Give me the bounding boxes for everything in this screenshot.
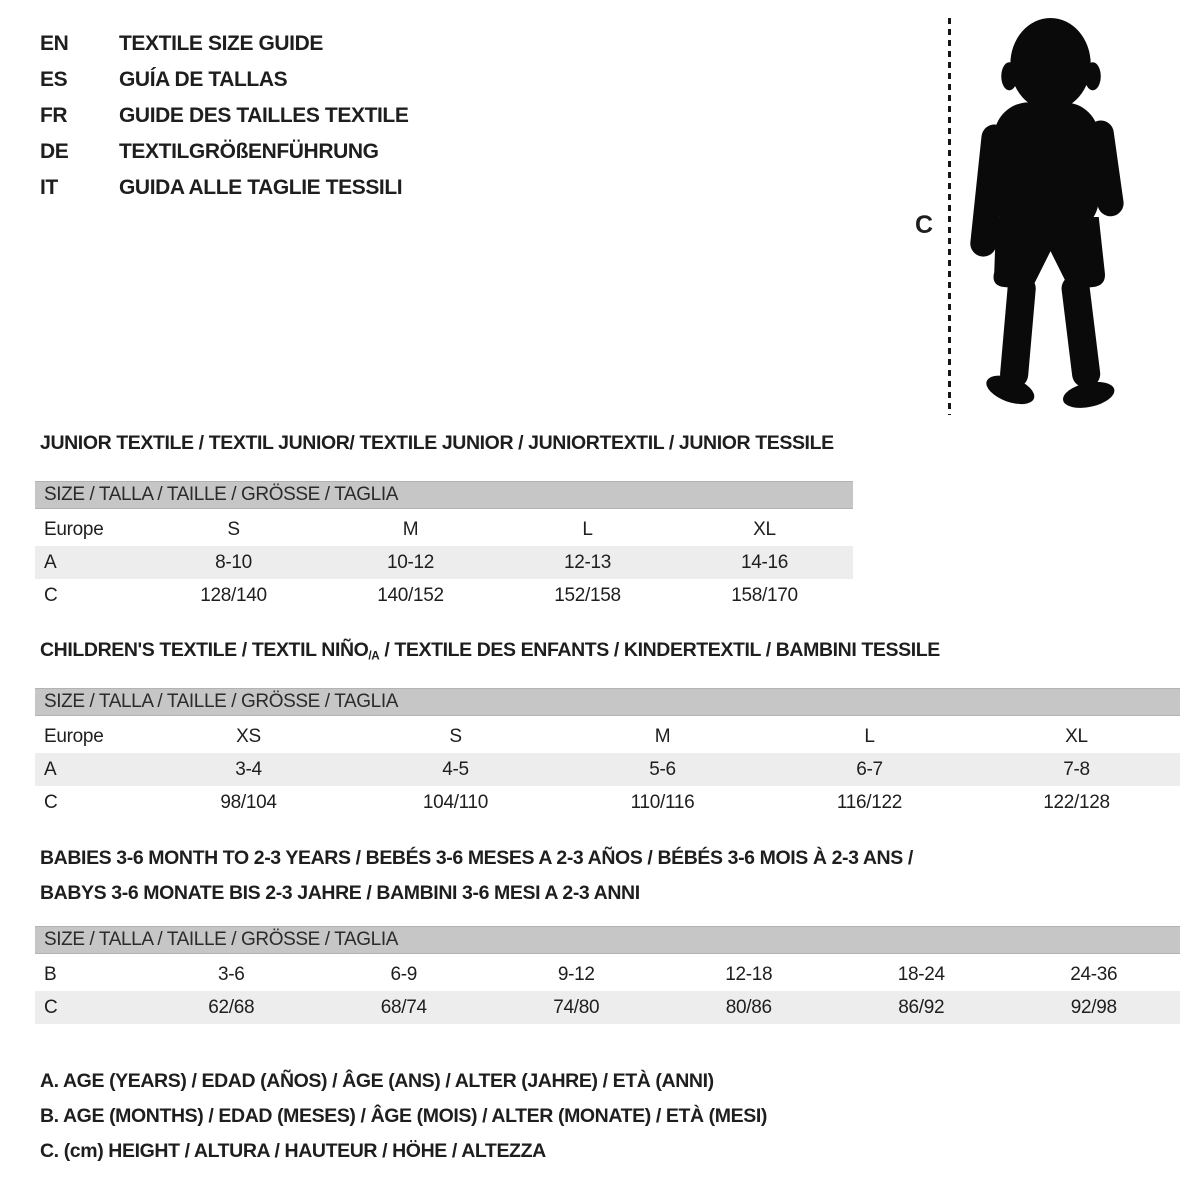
table-cell: 3-6 bbox=[217, 963, 245, 985]
section-title-children bbox=[40, 633, 940, 674]
table-row-age bbox=[35, 546, 853, 579]
legend-line-a: A. AGE (YEARS) / EDAD (AÑOS) / ÂGE (ANS) / ALTER (JAHRE) / ETÀ (ANNI) bbox=[40, 1070, 714, 1092]
size-header-band: SIZE / TALLA / TAILLE / GRÖSSE / TAGLIA bbox=[35, 688, 1180, 716]
table-cell: 6-9 bbox=[390, 963, 418, 985]
legend bbox=[40, 1064, 767, 1169]
section-title-babies bbox=[40, 841, 913, 911]
language-title: GUIDA ALLE TAGLIE TESSILI bbox=[119, 176, 403, 199]
table-cell: 158/170 bbox=[731, 584, 798, 606]
table-cell: 92/98 bbox=[1070, 996, 1117, 1018]
language-title: GUIDE DES TAILLES TEXTILE bbox=[119, 104, 409, 127]
section-title-junior: JUNIOR TEXTILE / TEXTIL JUNIOR/ TEXTILE JUNIOR / JUNIORTEXTIL / JUNIOR TESSILE bbox=[40, 432, 834, 454]
table-cell: 86/92 bbox=[898, 996, 945, 1018]
row-label: C bbox=[44, 584, 58, 606]
children-size-table bbox=[35, 688, 1180, 819]
table-cell: 9-12 bbox=[557, 963, 595, 985]
table-cell: 68/74 bbox=[380, 996, 427, 1018]
table-cell: 12-13 bbox=[563, 551, 612, 573]
table-row-europe bbox=[35, 720, 1180, 753]
language-row-it bbox=[40, 170, 408, 206]
language-row-fr bbox=[40, 98, 408, 134]
language-code: DE bbox=[40, 140, 69, 163]
legend-line-c: C. (cm) HEIGHT / ALTURA / HAUTEUR / HÖHE / ALTEZZA bbox=[40, 1140, 546, 1162]
language-list bbox=[40, 26, 408, 206]
language-title: GUÍA DE TALLAS bbox=[119, 68, 288, 91]
measure-label-c: C bbox=[915, 211, 934, 239]
language-code: EN bbox=[40, 32, 69, 55]
table-cell: 5-6 bbox=[649, 758, 676, 780]
language-title: TEXTILE SIZE GUIDE bbox=[119, 32, 323, 55]
section-title-line1: BABIES 3-6 MONTH TO 2-3 YEARS / BEBÉS 3-6 MESES A 2-3 AÑOS / BÉBÉS 3-6 MOIS À 2-3 ANS / bbox=[40, 847, 913, 869]
section-title-text: CHILDREN'S TEXTILE / TEXTIL NIÑO bbox=[40, 639, 369, 661]
table-cell: 152/158 bbox=[554, 584, 621, 606]
row-label: Europe bbox=[44, 725, 104, 747]
table-cell: 62/68 bbox=[208, 996, 255, 1018]
table-cell: M bbox=[402, 518, 419, 540]
language-row-es bbox=[40, 62, 408, 98]
table-row-age bbox=[35, 753, 1180, 786]
table-row-height bbox=[35, 991, 1180, 1024]
row-label: A bbox=[44, 551, 57, 573]
row-label: C bbox=[44, 996, 58, 1018]
table-cell: L bbox=[582, 518, 593, 540]
row-label: B bbox=[44, 963, 57, 985]
table-cell: 24-36 bbox=[1070, 963, 1118, 985]
table-row-europe bbox=[35, 513, 853, 546]
language-title: TEXTILGRÖßENFÜHRUNG bbox=[119, 140, 379, 163]
table-row-height bbox=[35, 786, 1180, 819]
toddler-silhouette-icon bbox=[963, 16, 1131, 418]
table-cell: 6-7 bbox=[856, 758, 883, 780]
table-cell: 140/152 bbox=[377, 584, 444, 606]
language-row-de bbox=[40, 134, 408, 170]
row-label: A bbox=[44, 758, 57, 780]
table-row-age-months bbox=[35, 958, 1180, 991]
babies-size-table bbox=[35, 926, 1180, 1024]
table-cell: 18-24 bbox=[897, 963, 945, 985]
table-cell: XL bbox=[753, 518, 776, 540]
size-header-band: SIZE / TALLA / TAILLE / GRÖSSE / TAGLIA bbox=[35, 481, 853, 509]
language-code: IT bbox=[40, 176, 58, 199]
language-code: FR bbox=[40, 104, 68, 127]
table-cell: 110/116 bbox=[630, 791, 695, 813]
table-cell: 14-16 bbox=[740, 551, 789, 573]
section-title-subscript: /A bbox=[368, 649, 380, 663]
table-cell: 12-18 bbox=[725, 963, 773, 985]
table-cell: S bbox=[227, 518, 240, 540]
section-title-text: / TEXTILE DES ENFANTS / KINDERTEXTIL / BAMBINI TESSILE bbox=[379, 639, 940, 661]
table-cell: 74/80 bbox=[553, 996, 600, 1018]
table-cell: S bbox=[449, 725, 462, 747]
language-code: ES bbox=[40, 68, 68, 91]
table-cell: 8-10 bbox=[215, 551, 252, 573]
row-label: Europe bbox=[44, 518, 104, 540]
legend-line-b: B. AGE (MONTHS) / EDAD (MESES) / ÂGE (MOIS) / ALTER (MONATE) / ETÀ (MESI) bbox=[40, 1105, 767, 1127]
table-cell: L bbox=[864, 725, 875, 747]
row-label: C bbox=[44, 791, 58, 813]
table-cell: M bbox=[654, 725, 671, 747]
table-cell: 10-12 bbox=[386, 551, 435, 573]
table-row-height bbox=[35, 579, 853, 612]
height-measure-dashed-line bbox=[948, 18, 951, 415]
table-cell: 98/104 bbox=[220, 791, 277, 813]
table-cell: 116/122 bbox=[836, 791, 903, 813]
size-header-band: SIZE / TALLA / TAILLE / GRÖSSE / TAGLIA bbox=[35, 926, 1180, 954]
table-cell: 4-5 bbox=[442, 758, 469, 780]
junior-size-table bbox=[35, 481, 853, 612]
table-cell: 104/110 bbox=[422, 791, 489, 813]
table-cell: XS bbox=[236, 725, 261, 747]
table-cell: 7-8 bbox=[1063, 758, 1090, 780]
table-cell: 122/128 bbox=[1043, 791, 1110, 813]
table-cell: 128/140 bbox=[200, 584, 267, 606]
table-cell: 80/86 bbox=[725, 996, 772, 1018]
language-row-en bbox=[40, 26, 408, 62]
table-cell: XL bbox=[1065, 725, 1088, 747]
table-cell: 3-4 bbox=[235, 758, 262, 780]
section-title-line2: BABYS 3-6 MONATE BIS 2-3 JAHRE / BAMBINI 3-6 MESI A 2-3 ANNI bbox=[40, 882, 640, 904]
